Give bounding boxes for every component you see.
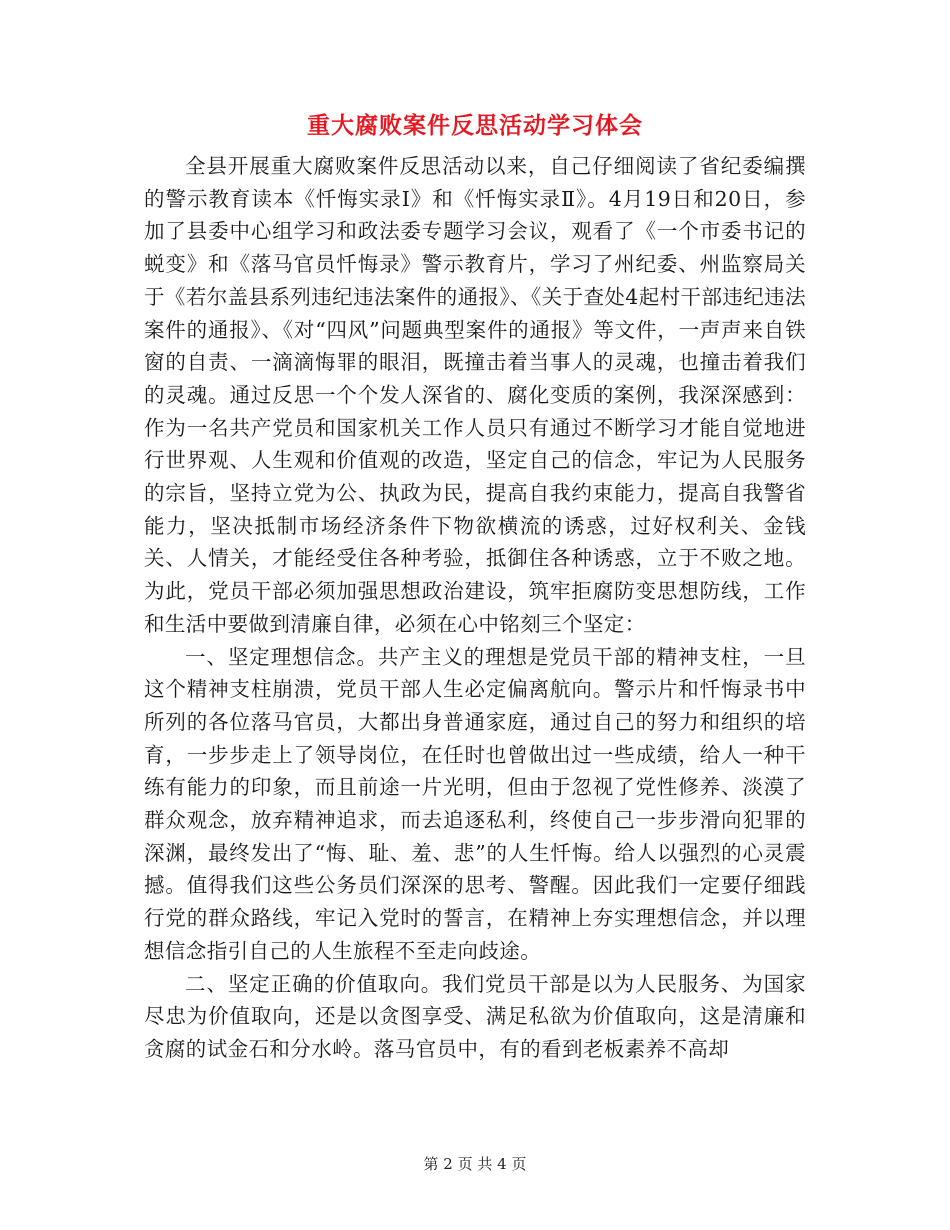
document-title: 重大腐败案件反思活动学习体会: [307, 112, 643, 139]
paragraph-point-one: 一、坚定理想信念。共产主义的理想是党员干部的精神支柱，一旦这个精神支柱崩溃，党员干部人生必定偏离航向。警示片和忏悔录书中所列的各位落马官员，大都出身普通家庭，通过自己的努力和组织的培育，一步步走上了领导岗位，在任时也曾做出过一些成绩，给人一种干练有能力的印象，而且前途一片光明，但由于忽视了党性修养、淡漠了群众观念，放弃精神追求，而去追逐私利，终使自己一步步滑向犯罪的深渊，最终发出了“悔、耻、羞、悲”的人生忏悔。给人以强烈的心灵震撼。值得我们这些公务员们深深的思考、警醒。因此我们一定要仔细践行党的群众路线，牢记入党时的誓言，在精神上夯实理想信念，并以理想信念指引自己的人生旅程不至走向歧途。: [144, 644, 806, 963]
paragraph-point-two: 二、坚定正确的价值取向。我们党员干部是以为人民服务、为国家尽忠为价值取向，还是以贪图享受、满足私欲为价值取向，这是清廉和贪腐的试金石和分水岭。落马官员中，有的看到老板素养不高却: [144, 971, 806, 1061]
paragraph-intro: 全县开展重大腐败案件反思活动以来，自己仔细阅读了省纪委编撰的警示教育读本《忏悔实录Ⅰ》和《忏悔实录Ⅱ》。4月19日和20日，参加了县委中心组学习和政法委专题学习会议，观看了《一个市委书记的蜕变》和《落马官员忏悔录》警示教育片，学习了州纪委、州监察局关于《若尔盖县系列违纪违法案件的通报》、《关于查处4起村干部违纪违法案件的通报》、《对“四风”问题典型案件的通报》等文件，一声声来自铁窗的自责、一滴滴悔罪的眼泪，既撞击着当事人的灵魂，也撞击着我们的灵魂。通过反思一个个发人深省的、腐化变质的案例，我深深感到：作为一名共产党员和国家机关工作人员只有通过不断学习才能自觉地进行世界观、人生观和价值观的改造，坚定自己的信念，牢记为人民服务的宗旨，坚持立党为公、执政为民，提高自我约束能力，提高自我警省能力，坚决抵制市场经济条件下物欲横流的诱惑，过好权利关、金钱关、人情关，才能经受住各种考验，抵御住各种诱惑，立于不败之地。为此，党员干部必须加强思想政治建设，筑牢拒腐防变思想防线，工作和生活中要做到清廉自律，必须在心中铭刻三个坚定：: [144, 154, 806, 636]
document-body: [144, 150, 806, 1066]
page-number-footer: 第 2 页 共 4 页: [423, 1155, 527, 1173]
